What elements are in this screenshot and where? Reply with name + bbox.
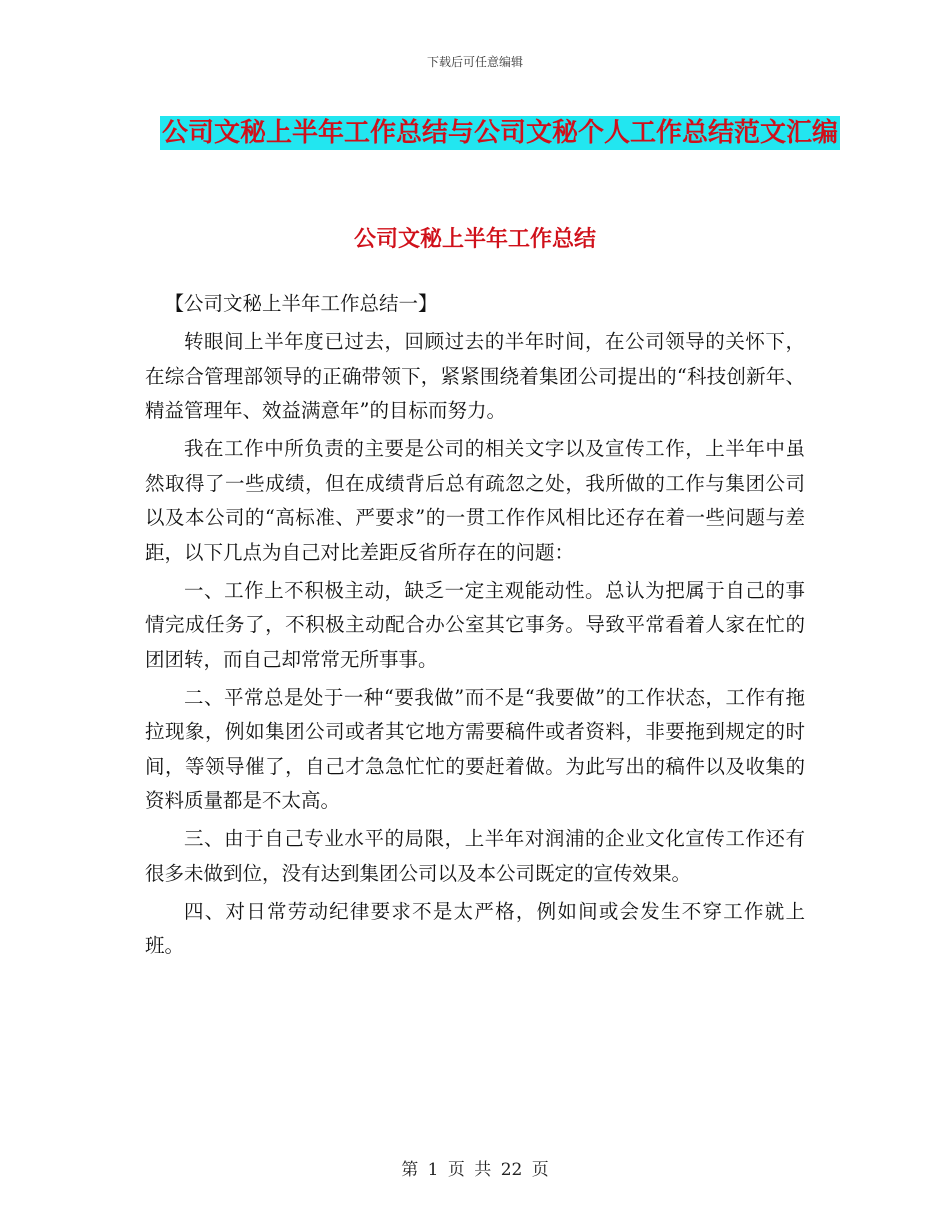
document-title (145, 108, 855, 158)
paragraph-1: 转眼间上半年度已过去，回顾过去的半年时间，在公司领导的关怀下，在综合管理部领导的正确带领下，紧紧围绕着集团公司提出的“科技创新年、精益管理年、效益满意年”的目标而努力。 (145, 330, 805, 422)
paragraph-4: 二、平常总是处于一种“要我做”而不是“我要做”的工作状态，工作有拖拉现象，例如集团公司或者其它地方需要稿件或者资料，非要拖到规定的时间，等领导催了，自己才急急忙忙的要赶着做。为此写出的稿件以及收集的资料质量都是不太高。 (145, 685, 805, 812)
page-number: 第 1 页 共 22 页 (401, 1160, 549, 1180)
paragraph-6: 四、对日常劳动纪律要求不是太严格，例如间或会发生不穿工作就上班。 (145, 899, 805, 957)
document-body (145, 287, 805, 967)
paragraph-3: 一、工作上不积极主动，缺乏一定主观能动性。总认为把属于自己的事情完成任务了，不积极主动配合办公室其它事务。导致平常看着人家在忙的团团转，而自己却常常无所事事。 (145, 578, 805, 671)
header-note: 下载后可任意编辑 (426, 55, 523, 69)
section-title: 公司文秘上半年工作总结 (353, 226, 596, 252)
paragraph-2: 我在工作中所负责的主要是公司的相关文字以及宣传工作，上半年中虽然取得了一些成绩，但在成绩背后总有疏忽之处，我所做的工作与集团公司以及本公司的“高标准、严要求”的一贯工作作风相比还存在着一些问题与差距，以下几点为自己对比差距反省所存在的问题： (145, 437, 805, 564)
document-title-text: 公司文秘上半年工作总结与公司文秘个人工作总结范文汇编 (161, 118, 838, 148)
subsection-heading: 【公司文秘上半年工作总结一】 (164, 292, 438, 315)
paragraph-5: 三、由于自己专业水平的局限，上半年对润浦的企业文化宣传工作还有很多未做到位，没有达到集团公司以及本公司既定的宣传效果。 (145, 827, 805, 885)
